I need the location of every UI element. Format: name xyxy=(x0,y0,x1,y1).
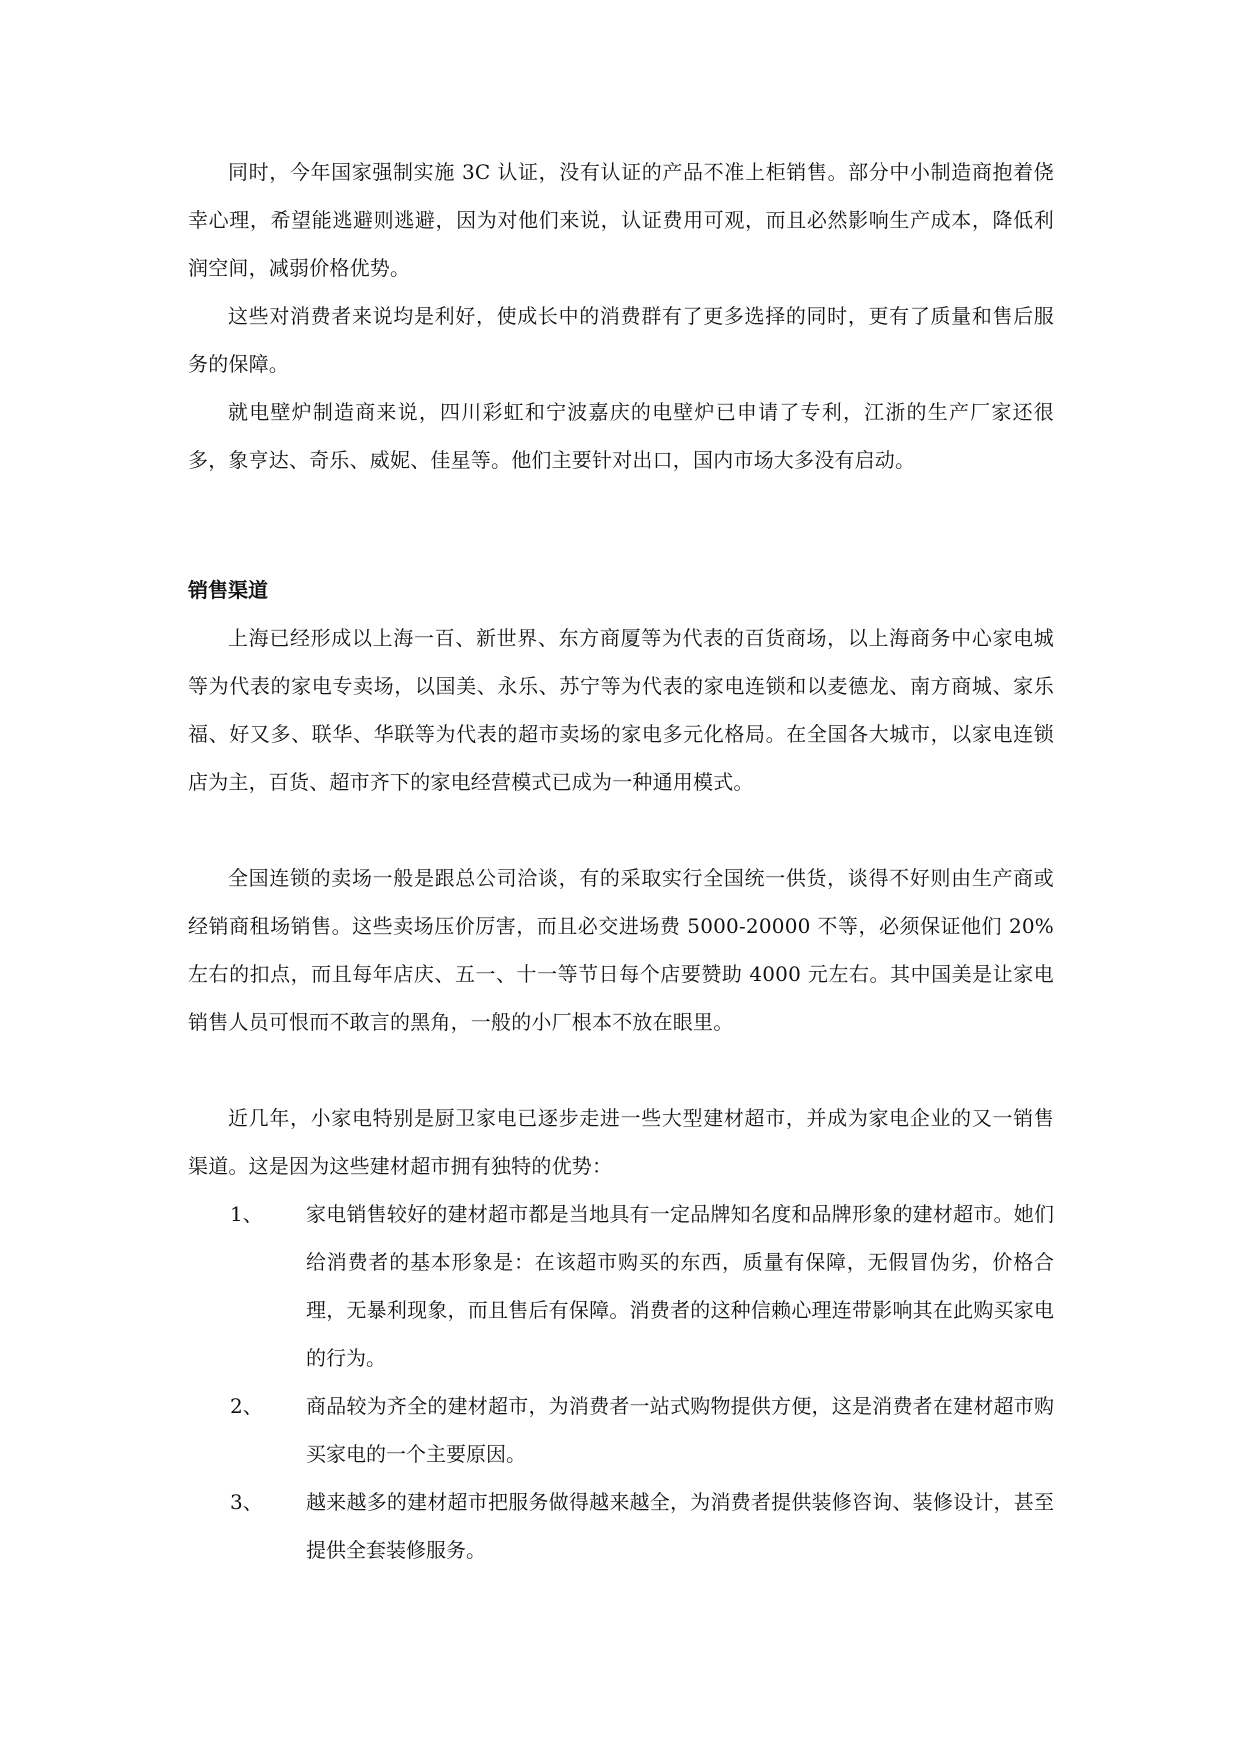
paragraph-building-supermarkets: 近几年，小家电特别是厨卫家电已逐步走进一些大型建材超市，并成为家电企业的又一销售渠道。这是因为这些建材超市拥有独特的优势： xyxy=(188,1106,1054,1178)
list-item-number: 3、 xyxy=(230,1490,263,1514)
section-gap xyxy=(188,484,1054,566)
list-item-number: 2、 xyxy=(230,1394,263,1418)
list-item xyxy=(188,1478,1054,1574)
paragraph-channels-overview: 上海已经形成以上海一百、新世界、东方商厦等为代表的百货商场，以上海商务中心家电城等为代表的家电专卖场，以国美、永乐、苏宁等为代表的家电连锁和以麦德龙、南方商城、家乐福、好又多、联华、华联等为代表的超市卖场的家电多元化格局。在全国各大城市，以家电连锁店为主，百货、超市齐下的家电经营模式已成为一种通用模式。 xyxy=(188,626,1054,794)
paragraph-consumer-benefit: 这些对消费者来说均是利好，使成长中的消费群有了更多选择的同时，更有了质量和售后服务的保障。 xyxy=(188,304,1054,376)
list-item-text: 越来越多的建材超市把服务做得越来越全，为消费者提供装修咨询、装修设计，甚至提供全套装修服务。 xyxy=(306,1490,1054,1562)
list-item-text: 商品较为齐全的建材超市，为消费者一站式购物提供方便，这是消费者在建材超市购买家电的一个主要原因。 xyxy=(306,1394,1054,1466)
document-body xyxy=(188,148,1054,1574)
paragraph-gap xyxy=(188,1046,1054,1094)
paragraph-national-chains: 全国连锁的卖场一般是跟总公司洽谈，有的采取实行全国统一供货，谈得不好则由生产商或经销商租场销售。这些卖场压价厉害，而且必交进场费 5000-20000 不等，必须保证他们 20%左右的扣点，而且每年店庆、五一、十一等节日每个店要赞助 4000 元左右。其中国美是让家电销售人员可恨而不敢言的黑角，一般的小厂根本不放在眼里。 xyxy=(188,866,1054,1034)
list-item-number: 1、 xyxy=(230,1202,263,1226)
paragraph-gap xyxy=(188,806,1054,854)
section-heading-sales-channels: 销售渠道 xyxy=(188,578,268,602)
list-item-text: 家电销售较好的建材超市都是当地具有一定品牌知名度和品牌形象的建材超市。她们给消费者的基本形象是：在该超市购买的东西，质量有保障，无假冒伪劣，价格合理，无暴利现象，而且售后有保障。消费者的这种信赖心理连带影响其在此购买家电的行为。 xyxy=(306,1202,1054,1370)
list-item xyxy=(188,1190,1054,1382)
paragraph-fireplace-makers: 就电壁炉制造商来说，四川彩虹和宁波嘉庆的电壁炉已申请了专利，江浙的生产厂家还很多，象亨达、奇乐、威妮、佳星等。他们主要针对出口，国内市场大多没有启动。 xyxy=(188,400,1054,472)
list-item xyxy=(188,1382,1054,1478)
paragraph-3c-certification: 同时，今年国家强制实施 3C 认证，没有认证的产品不准上柜销售。部分中小制造商抱着侥幸心理，希望能逃避则逃避，因为对他们来说，认证费用可观，而且必然影响生产成本，降低利润空间，减弱价格优势。 xyxy=(188,160,1054,280)
advantages-list xyxy=(188,1190,1054,1574)
